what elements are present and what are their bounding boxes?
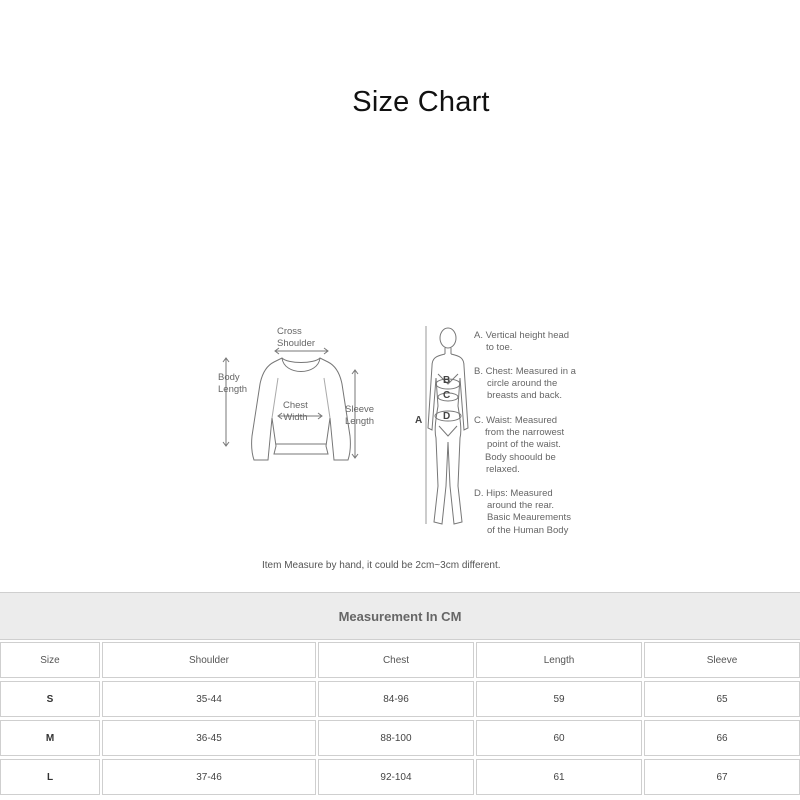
sleeve-cell: 67: [644, 759, 800, 795]
measurement-diagram: [210, 318, 600, 578]
chest-cell: 84-96: [318, 681, 474, 717]
note-a: A. Vertical height head to toe.: [474, 330, 570, 354]
measurement-caption: Item Measure by hand, it could be 2cm~3cm different.: [262, 560, 501, 571]
shoulder-cell: 35-44: [102, 681, 316, 717]
length-cell: 61: [476, 759, 642, 795]
chest-cell: 88-100: [318, 720, 474, 756]
column-header-chest: Chest: [318, 642, 474, 678]
letter-c: C: [443, 390, 451, 401]
note-b: B. Chest: Measured in a circle around the breasts and back.: [474, 366, 576, 402]
length-cell: 59: [476, 681, 642, 717]
shoulder-cell: 36-45: [102, 720, 316, 756]
size-cell: M: [0, 720, 100, 756]
note-c: C. Waist: Measured from the narrowest point of the waist. Body shoould be relaxed.: [474, 415, 565, 475]
letter-b: B: [443, 375, 451, 386]
size-table: [0, 592, 800, 800]
column-header-sleeve: Sleeve: [644, 642, 800, 678]
column-header-length: Length: [476, 642, 642, 678]
table-title: Measurement In CM: [0, 592, 800, 640]
sleeve-length-label: Sleeve Length: [345, 404, 375, 427]
table-row: [0, 759, 800, 795]
cross-shoulder-label: Cross Shoulder: [277, 326, 316, 349]
table-header-row: [0, 642, 800, 678]
sleeve-cell: 65: [644, 681, 800, 717]
chest-cell: 92-104: [318, 759, 474, 795]
length-cell: 60: [476, 720, 642, 756]
size-cell: L: [0, 759, 100, 795]
table-row: [0, 681, 800, 717]
column-header-size: Size: [0, 642, 100, 678]
chest-width-label: Chest Width: [283, 400, 308, 423]
table-row: [0, 720, 800, 756]
sleeve-cell: 66: [644, 720, 800, 756]
letter-a: A: [415, 415, 423, 426]
note-d: D. Hips: Measured around the rear. Basic Meaurements of the Human Body: [474, 488, 571, 536]
body-length-label: Body Length: [218, 372, 248, 395]
size-cell: S: [0, 681, 100, 717]
column-header-shoulder: Shoulder: [102, 642, 316, 678]
letter-d: D: [443, 411, 451, 422]
shoulder-cell: 37-46: [102, 759, 316, 795]
page-title: Size Chart: [352, 86, 490, 118]
